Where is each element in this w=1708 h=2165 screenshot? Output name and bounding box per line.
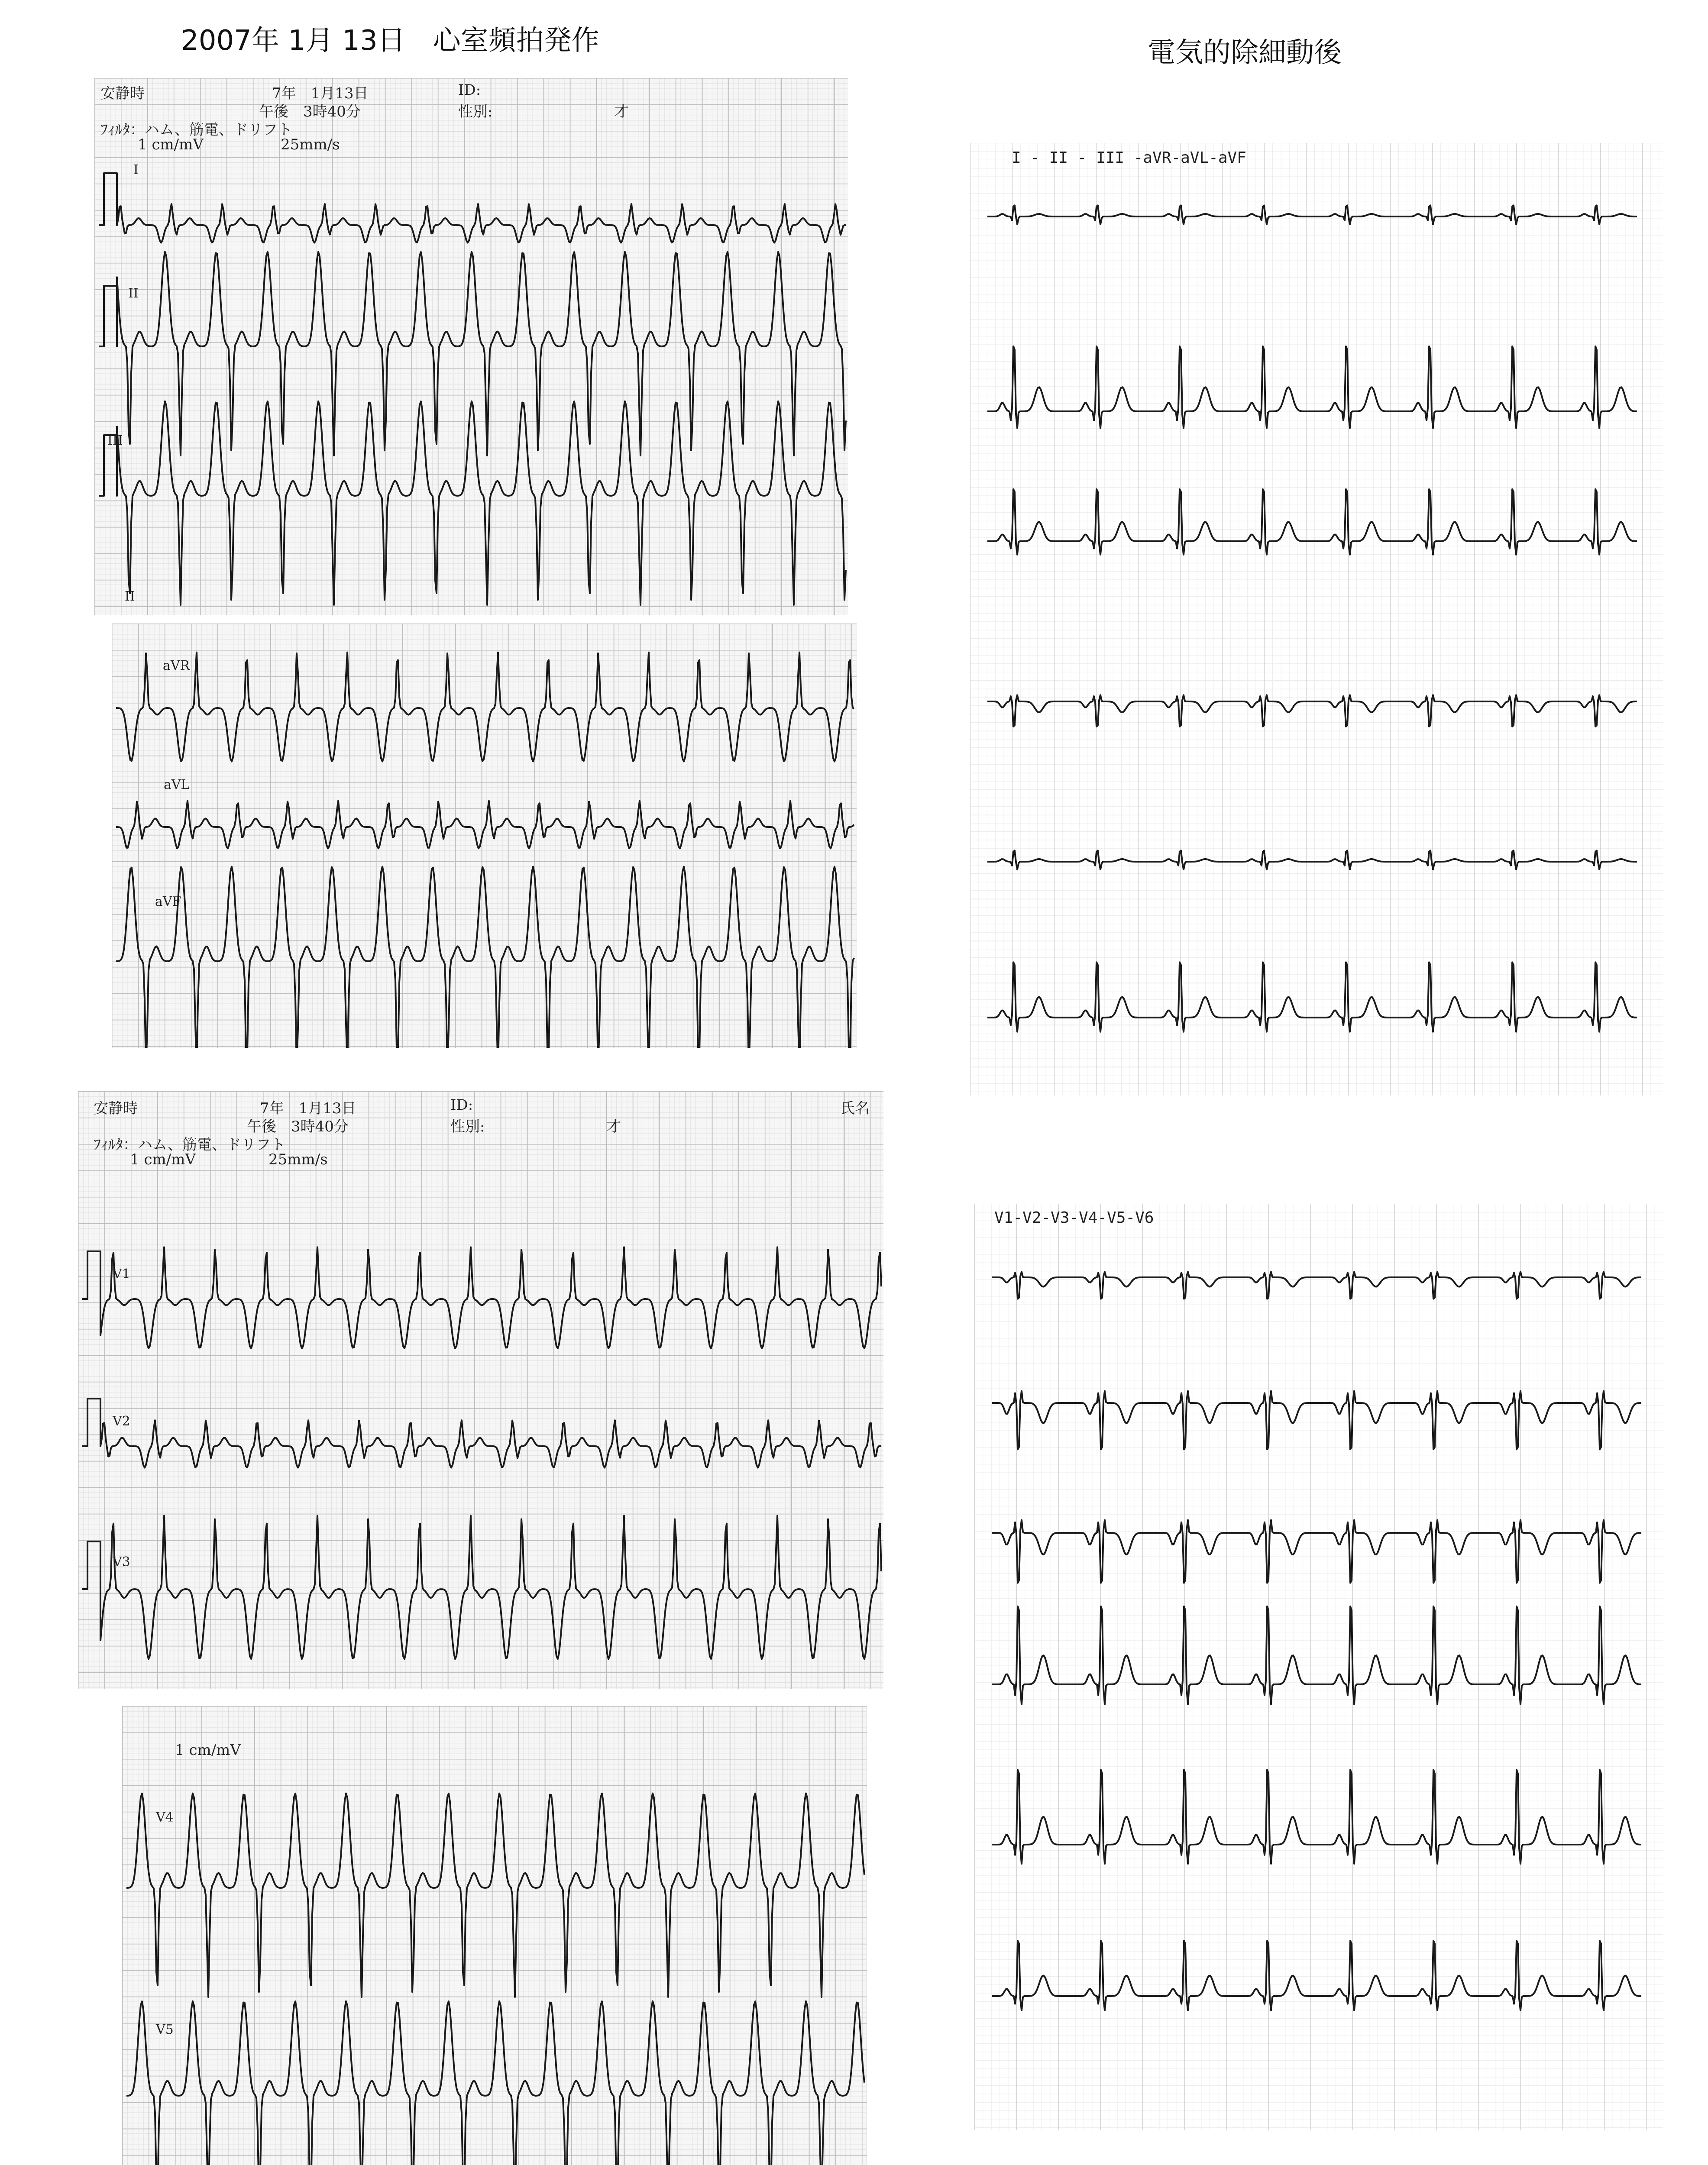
- ecg-panel-chest-vt-1: [78, 1091, 883, 1689]
- panel-header-gain: 1 cm/mV: [175, 1742, 241, 1759]
- ecg-panel-limb-sinus: [970, 143, 1663, 1095]
- ecg-trace: [987, 962, 1637, 1031]
- lead-sequence-limb: I - II - III -aVR-aVL-aVF: [1012, 149, 1246, 167]
- lead-label-I: I: [133, 162, 139, 178]
- ecg-panel-limb-vt: [94, 78, 848, 615]
- ecg-trace: [116, 653, 854, 762]
- panel-header-sex-value: 才: [614, 103, 629, 120]
- ecg-traces: [122, 1706, 867, 2165]
- ecg-panel-augmented-vt: [112, 624, 857, 1048]
- lead-label-aVF: aVF: [155, 894, 181, 909]
- panel-header-condition: 安静時: [100, 85, 145, 102]
- title-after-cardioversion: 電気的除細動後: [1148, 37, 1342, 69]
- panel-header-sex: 性別:: [458, 103, 493, 120]
- ecg-trace: [126, 2001, 864, 2165]
- ecg-trace: [992, 1770, 1641, 1864]
- panel-header-id: ID:: [458, 81, 481, 99]
- panel-header-date: 7年 1月13日: [260, 1100, 356, 1117]
- ecg-trace: [116, 801, 854, 849]
- ecg-traces: [112, 624, 857, 1048]
- ecg-trace: [987, 850, 1637, 869]
- lead-label-II-rhythm: II: [125, 589, 135, 604]
- lead-label-aVR: aVR: [163, 658, 190, 673]
- ecg-trace: [99, 401, 846, 605]
- ecg-trace: [116, 867, 854, 1048]
- lead-label-III: III: [107, 433, 123, 448]
- ecg-trace: [99, 252, 846, 456]
- lead-label-II: II: [128, 286, 139, 301]
- panel-header-gain: 1 cm/mV: [130, 1151, 196, 1168]
- panel-header-date: 7年 1月13日: [272, 85, 369, 102]
- ecg-trace: [992, 1391, 1641, 1450]
- ecg-traces: [78, 1091, 883, 1689]
- panel-header-sex-value: 才: [606, 1118, 621, 1135]
- panel-header-time: 午後 3時40分: [247, 1118, 349, 1135]
- lead-label-V5: V5: [156, 2022, 174, 2037]
- ecg-traces: [94, 78, 848, 615]
- ecg-trace: [992, 1272, 1641, 1299]
- ecg-panel-chest-sinus: [974, 1204, 1663, 2130]
- lead-label-V3: V3: [113, 1554, 130, 1570]
- ecg-trace: [992, 1606, 1641, 1704]
- ecg-trace: [992, 1520, 1641, 1583]
- ecg-panel-chest-vt-2: [122, 1706, 867, 2165]
- ecg-trace: [987, 346, 1637, 428]
- ecg-trace: [82, 1247, 881, 1348]
- ecg-trace: [126, 1793, 864, 1997]
- panel-header-speed: 25mm/s: [268, 1151, 328, 1168]
- ecg-trace: [82, 1399, 881, 1468]
- lead-label-aVL: aVL: [164, 777, 190, 792]
- lead-label-V2: V2: [113, 1414, 130, 1429]
- panel-header-filter: ﾌｨﾙﾀ：ハム、筋電、ドリフト: [94, 1136, 286, 1154]
- ecg-traces: [974, 1204, 1663, 2130]
- panel-header-id: ID:: [450, 1096, 473, 1114]
- panel-header-sex: 性別:: [450, 1118, 485, 1135]
- ecg-trace: [992, 1941, 1641, 2010]
- panel-header-speed: 25mm/s: [281, 136, 340, 153]
- ecg-trace: [987, 205, 1637, 224]
- ecg-trace: [99, 173, 846, 243]
- panel-header-name: 氏名: [840, 1100, 870, 1117]
- panel-header-time: 午後 3時40分: [259, 103, 361, 120]
- lead-sequence-chest: V1-V2-V3-V4-V5-V6: [994, 1209, 1154, 1227]
- ecg-trace: [987, 695, 1637, 727]
- lead-label-V4: V4: [156, 1810, 174, 1825]
- title-vt-attack: 2007年 1月 13日 心室頻拍発作: [181, 25, 599, 57]
- panel-header-gain: 1 cm/mV: [138, 136, 204, 153]
- ecg-trace: [987, 489, 1637, 555]
- ecg-trace: [82, 1516, 881, 1659]
- panel-header-filter: ﾌｨﾙﾀ：ハム、筋電、ドリフト: [100, 121, 293, 139]
- ecg-traces: [970, 143, 1663, 1095]
- panel-header-condition: 安静時: [94, 1100, 138, 1117]
- lead-label-V1: V1: [113, 1267, 130, 1282]
